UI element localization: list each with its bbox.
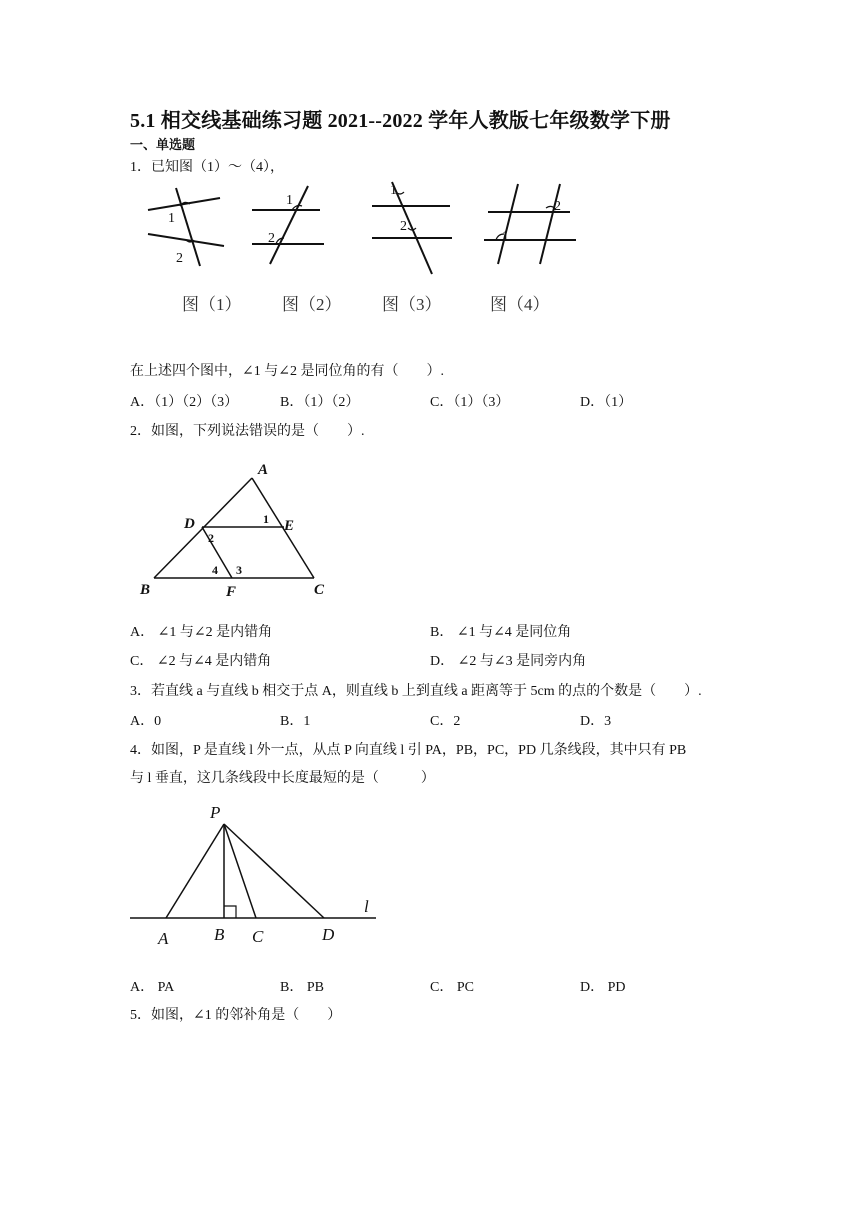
q2-figure	[136, 456, 346, 602]
q4-label-l: l	[364, 897, 369, 916]
q2-label-e: E	[284, 518, 295, 534]
q2-angle-4: 4	[212, 563, 218, 577]
q4-stem2: 与 l 垂直，这几条线段中长度最短的是（ ）	[130, 771, 435, 786]
q1-option-d: D．（1）	[580, 395, 633, 410]
fig-caption-2: 图（2）	[282, 295, 342, 314]
q2-stem: 2．如图，下列说法错误的是（ ）.	[130, 424, 365, 439]
q3-option-d: D．3	[580, 714, 612, 729]
q2-label-c: C	[314, 582, 325, 598]
q4-label-a: A	[158, 929, 169, 948]
q2-option-c: C． ∠2 与∠4 是内错角	[130, 654, 272, 669]
page-title: 5.1 相交线基础练习题 2021--2022 学年人教版七年级数学下册	[130, 110, 671, 132]
q4-option-b: B． PB	[280, 980, 324, 995]
q3-option-c: C．2	[430, 714, 461, 729]
fig4-angle-1: 1	[502, 229, 509, 244]
section-heading: 一、单选题	[130, 137, 196, 152]
fig-caption-3: 图（3）	[382, 295, 442, 314]
fig3-angle-1: 1	[390, 183, 397, 198]
q2-option-a: A． ∠1 与∠2 是内错角	[130, 625, 273, 640]
q1-option-b: B．（1）（2）	[280, 395, 360, 410]
q5-stem: 5．如图，∠1 的邻补角是（ ）	[130, 1008, 342, 1023]
q2-option-b: B． ∠1 与∠4 是同位角	[430, 625, 572, 640]
q2-option-d: D． ∠2 与∠3 是同旁内角	[430, 654, 587, 669]
q2-label-d: D	[184, 516, 195, 532]
q2-angle-1: 1	[263, 512, 269, 526]
q4-option-c: C． PC	[430, 980, 474, 995]
fig3-angle-2: 2	[400, 219, 407, 234]
q2-label-a: A	[258, 462, 269, 478]
fig2-angle-1: 1	[286, 193, 293, 208]
q2-angle-2: 2	[208, 531, 214, 545]
q3-option-b: B．1	[280, 714, 311, 729]
q2-label-b: B	[140, 582, 151, 598]
q2-angle-3: 3	[236, 563, 242, 577]
fig4-angle-2: 2	[554, 199, 561, 214]
q1-option-a: A．（1）（2）（3）	[130, 395, 239, 410]
fig1-angle-1: 1	[168, 211, 175, 226]
fig2-angle-2: 2	[268, 231, 275, 246]
q4-label-d: D	[322, 925, 335, 944]
q1-figure	[140, 178, 600, 320]
q3-stem: 3．若直线 a 与直线 b 相交于点 A，则直线 b 上到直线 a 距离等于 5cm 的点的个数是（ ）.	[130, 684, 702, 699]
q4-label-c: C	[252, 927, 264, 946]
q3-option-a: A．0	[130, 714, 162, 729]
q4-label-b: B	[214, 925, 225, 944]
q1-option-c: C．（1）（3）	[430, 395, 510, 410]
q4-label-p: P	[210, 803, 221, 822]
q1-stem: 1．已知图（1）～（4），	[130, 160, 284, 175]
fig-caption-4: 图（4）	[490, 295, 550, 314]
fig1-angle-2: 2	[176, 251, 183, 266]
q4-stem: 4．如图，P 是直线 l 外一点，从点 P 向直线 l 引 PA，PB，PC，PD 几条线段，其中只有 PB	[130, 743, 687, 758]
q4-option-a: A． PA	[130, 980, 175, 995]
q1-stem2: 在上述四个图中，∠1 与∠2 是同位角的有（ ）.	[130, 364, 444, 379]
q2-label-f: F	[226, 584, 237, 600]
fig-caption-1: 图（1）	[182, 295, 242, 314]
q4-figure	[128, 800, 388, 950]
q4-option-d: D． PD	[580, 980, 626, 995]
